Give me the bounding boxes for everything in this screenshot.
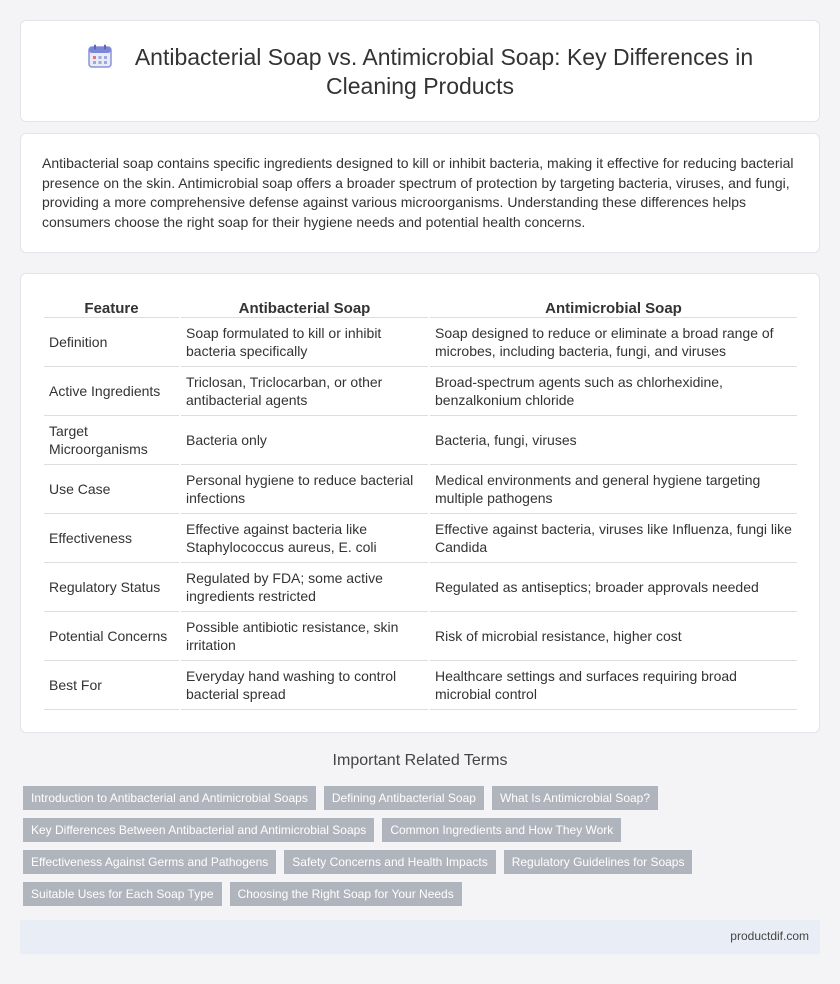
title-wrap: [61, 43, 779, 101]
comparison-table: [42, 296, 799, 710]
footer-site-link[interactable]: productdif.com: [730, 929, 809, 943]
table-header-row: [44, 296, 797, 318]
antibacterial-cell: Bacteria only: [181, 416, 428, 465]
related-tag[interactable]: What Is Antimicrobial Soap?: [492, 786, 658, 810]
related-tags-row: [23, 882, 462, 906]
related-tag[interactable]: Choosing the Right Soap for Your Needs: [230, 882, 462, 906]
antibacterial-cell: Soap formulated to kill or inhibit bacteria specifically: [181, 318, 428, 367]
antibacterial-cell: Regulated by FDA; some active ingredients restricted: [181, 563, 428, 612]
feature-cell: Active Ingredients: [44, 367, 179, 416]
table-row: [44, 563, 797, 612]
antimicrobial-cell: Bacteria, fungi, viruses: [430, 416, 797, 465]
related-tag[interactable]: Defining Antibacterial Soap: [324, 786, 484, 810]
page-title: [61, 43, 779, 101]
feature-cell: Effectiveness: [44, 514, 179, 563]
related-terms-heading: Important Related Terms: [332, 752, 508, 769]
intro-card: [20, 133, 820, 253]
header-antibacterial: Antibacterial Soap: [181, 296, 428, 318]
feature-cell: Potential Concerns: [44, 612, 179, 661]
feature-cell: Regulatory Status: [44, 563, 179, 612]
feature-cell: Use Case: [44, 465, 179, 514]
antimicrobial-cell: Broad-spectrum agents such as chlorhexidine, benzalkonium chloride: [430, 367, 797, 416]
header-card: [20, 20, 820, 122]
related-tags-row: [23, 786, 658, 810]
related-tags-row: [23, 850, 692, 874]
antimicrobial-cell: Risk of microbial resistance, higher cost: [430, 612, 797, 661]
footer-bar: [20, 920, 820, 954]
intro-paragraph: Antibacterial soap contains specific ingredients designed to kill or inhibit bacteria, making it effective for reducing bacterial presence on the skin. Antimicrobial soap offers a broader spectrum of protection by targeting bacteria, viruses, and fungi, providing a more comprehensive defense against various microorganisms. Understanding these differences helps consumers choose the right soap for their hygiene needs and potential health concerns.: [42, 155, 794, 230]
related-tag[interactable]: Effectiveness Against Germs and Pathogens: [23, 850, 276, 874]
table-row: [44, 514, 797, 563]
related-tag[interactable]: Common Ingredients and How They Work: [382, 818, 621, 842]
related-tag[interactable]: Key Differences Between Antibacterial and Antimicrobial Soaps: [23, 818, 374, 842]
related-tags-row: [23, 818, 621, 842]
header-feature: Feature: [44, 296, 179, 318]
feature-cell: Definition: [44, 318, 179, 367]
related-tag[interactable]: Safety Concerns and Health Impacts: [284, 850, 495, 874]
antibacterial-cell: Possible antibiotic resistance, skin irritation: [181, 612, 428, 661]
antimicrobial-cell: Medical environments and general hygiene targeting multiple pathogens: [430, 465, 797, 514]
table-row: [44, 612, 797, 661]
antibacterial-cell: Triclosan, Triclocarban, or other antibacterial agents: [181, 367, 428, 416]
table-row: [44, 661, 797, 710]
table-row: [44, 367, 797, 416]
header-antimicrobial: Antimicrobial Soap: [430, 296, 797, 318]
feature-cell: Best For: [44, 661, 179, 710]
antibacterial-cell: Everyday hand washing to control bacterial spread: [181, 661, 428, 710]
antibacterial-cell: Effective against bacteria like Staphylococcus aureus, E. coli: [181, 514, 428, 563]
table-row: [44, 465, 797, 514]
antimicrobial-cell: Regulated as antiseptics; broader approvals needed: [430, 563, 797, 612]
feature-cell: Target Microorganisms: [44, 416, 179, 465]
antimicrobial-cell: Soap designed to reduce or eliminate a broad range of microbes, including bacteria, fungi, and viruses: [430, 318, 797, 367]
related-tag[interactable]: Regulatory Guidelines for Soaps: [504, 850, 693, 874]
comparison-table-card: [20, 273, 820, 733]
related-tag[interactable]: Suitable Uses for Each Soap Type: [23, 882, 222, 906]
antimicrobial-cell: Effective against bacteria, viruses like Influenza, fungi like Candida: [430, 514, 797, 563]
calendar-icon: [87, 43, 113, 69]
antimicrobial-cell: Healthcare settings and surfaces requiring broad microbial control: [430, 661, 797, 710]
antibacterial-cell: Personal hygiene to reduce bacterial infections: [181, 465, 428, 514]
table-row: [44, 318, 797, 367]
page-title-text: Antibacterial Soap vs. Antimicrobial Soap: Key Differences in Cleaning Products: [134, 44, 754, 99]
related-tag[interactable]: Introduction to Antibacterial and Antimicrobial Soaps: [23, 786, 316, 810]
table-row: [44, 416, 797, 465]
